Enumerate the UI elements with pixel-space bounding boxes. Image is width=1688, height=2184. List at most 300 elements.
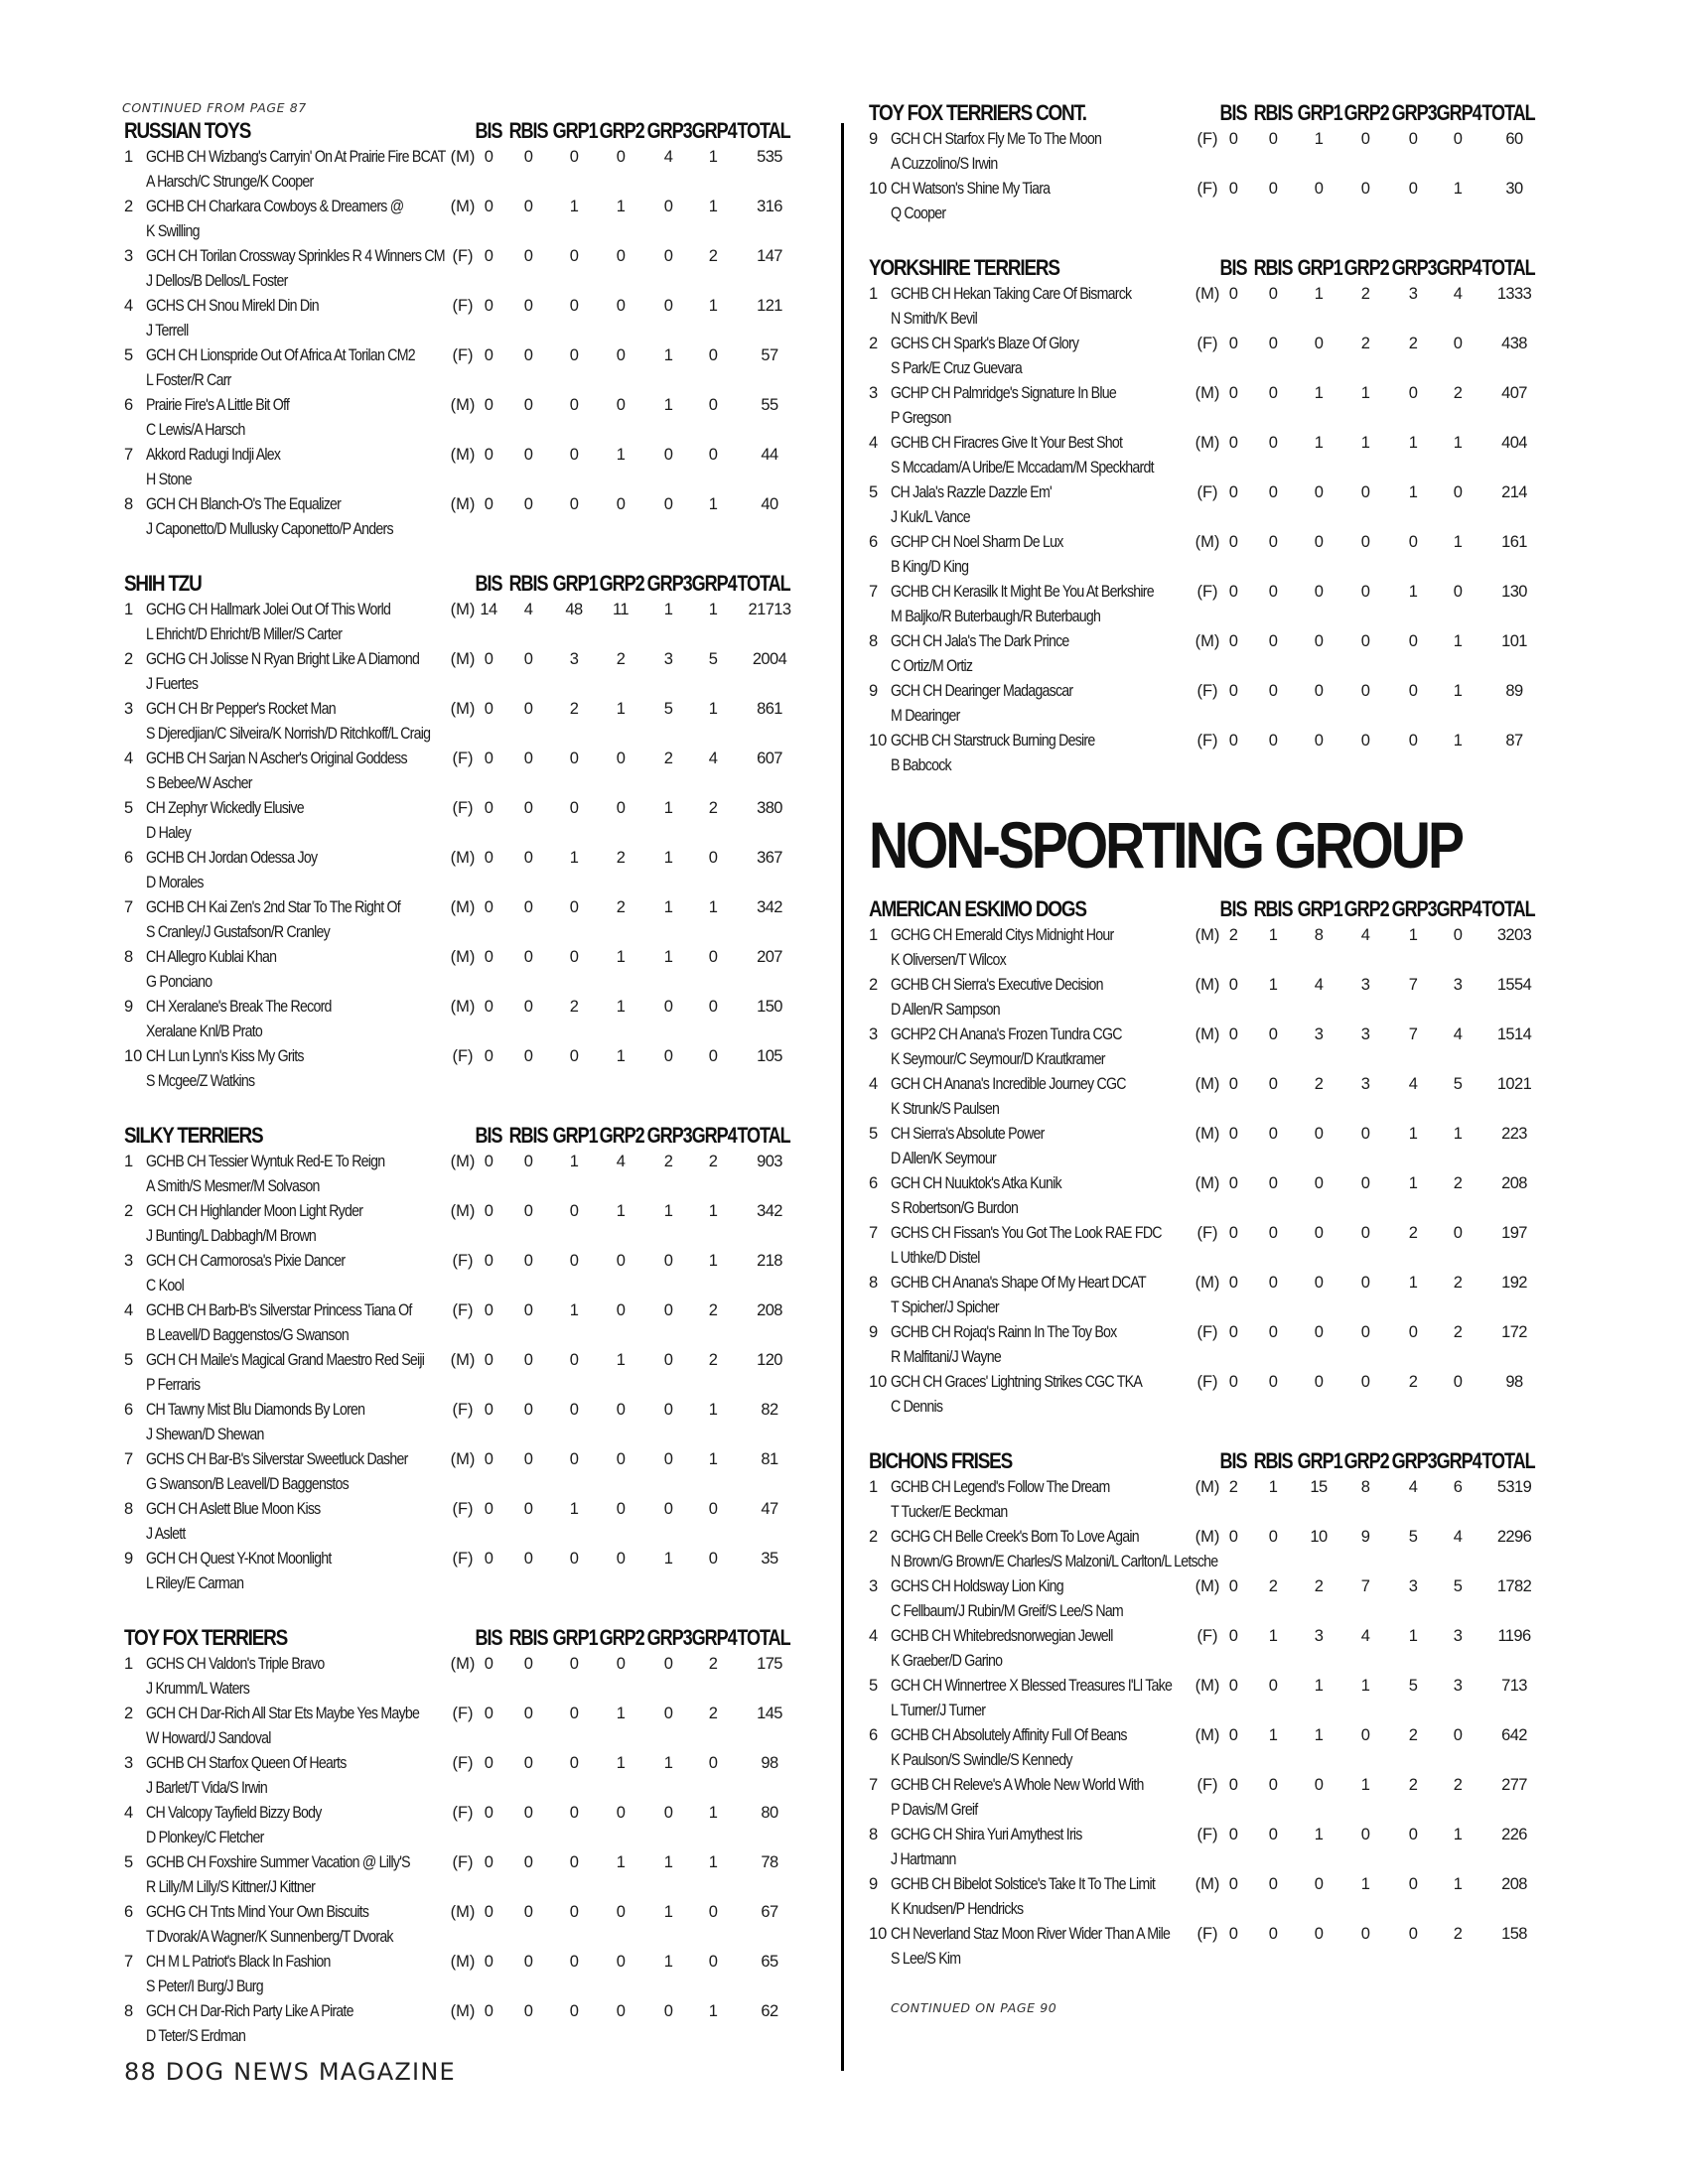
stat-grp3: 2 — [1408, 1776, 1418, 1794]
column-header-grp1: GRP1 — [552, 118, 598, 143]
stat-bis: 0 — [1228, 483, 1238, 501]
stat-grp4: 2 — [1453, 1174, 1463, 1192]
stat-grp4: 4 — [1453, 1025, 1463, 1043]
stat-grp3: 0 — [1408, 130, 1418, 148]
stat-bis: 0 — [484, 1252, 493, 1270]
sex-indicator: (F) — [452, 1401, 474, 1419]
owner-names: C Kool — [146, 1277, 184, 1295]
rank-number: 4 — [124, 750, 134, 767]
stat-grp2: 0 — [1360, 1826, 1370, 1843]
section-header — [867, 254, 1562, 282]
owner-names: S Cranley/J Gustafson/R Cranley — [146, 923, 331, 941]
ranking-row — [867, 530, 1562, 580]
rank-number: 1 — [124, 148, 134, 166]
stat-total: 40 — [761, 495, 778, 513]
stat-total: 1554 — [1496, 976, 1532, 994]
stat-rbis: 0 — [1268, 1776, 1278, 1794]
stat-grp3: 0 — [1408, 732, 1418, 750]
dog-name: GCHB CH Foxshire Summer Vacation @ Lilly'S — [146, 1853, 410, 1871]
section-header — [122, 1122, 817, 1150]
stat-grp4: 3 — [1453, 976, 1463, 994]
stat-grp3: 0 — [663, 446, 673, 464]
stat-grp3: 1 — [663, 1550, 673, 1568]
stat-grp4: 5 — [1453, 1577, 1463, 1595]
stat-grp1: 0 — [569, 1351, 579, 1369]
stat-bis: 0 — [484, 700, 493, 718]
owner-names: S Lee/S Kim — [891, 1950, 961, 1968]
stat-grp2: 1 — [616, 1351, 626, 1369]
stat-total: 121 — [757, 297, 782, 315]
stat-total: 903 — [757, 1153, 782, 1170]
dog-name: GCH CH Anana's Incredible Journey CGC — [891, 1075, 1126, 1093]
sex-indicator: (M) — [450, 1655, 476, 1673]
ranking-row — [867, 1320, 1562, 1370]
owner-names: H Stone — [146, 471, 192, 488]
stat-grp4: 1 — [708, 297, 718, 315]
stat-rbis: 0 — [523, 2002, 533, 2020]
stat-grp4: 2 — [708, 1351, 718, 1369]
sex-indicator: (M) — [1195, 1125, 1220, 1143]
stat-rbis: 0 — [523, 948, 533, 966]
stat-grp1: 0 — [569, 1450, 579, 1468]
dog-name: GCHB CH Starstruck Burning Desire — [891, 732, 1095, 750]
stat-bis: 0 — [1228, 1627, 1238, 1645]
owner-names: M Dearinger — [891, 707, 960, 725]
stat-grp1: 48 — [565, 601, 583, 618]
stat-grp1: 15 — [1310, 1478, 1328, 1496]
dog-name: GCHB CH Rojaq's Rainn In The Toy Box — [891, 1323, 1117, 1341]
stat-grp3: 7 — [1408, 976, 1418, 994]
stat-grp2: 0 — [616, 346, 626, 364]
stat-bis: 0 — [1228, 1925, 1238, 1943]
owner-names: D Teter/S Erdman — [146, 2027, 246, 2045]
stat-grp1: 0 — [1314, 632, 1324, 650]
stat-bis: 14 — [480, 601, 497, 618]
stat-bis: 0 — [484, 1853, 493, 1871]
column-header-grp4: GRP4 — [1436, 1448, 1481, 1473]
stat-total: 147 — [757, 247, 782, 265]
owner-names: K Seymour/C Seymour/D Krautkramer — [891, 1050, 1105, 1068]
stat-rbis: 0 — [523, 1953, 533, 1971]
stat-grp4: 0 — [708, 396, 718, 414]
column-header-rbis: RBIS — [1253, 100, 1293, 125]
stat-rbis: 0 — [1268, 1528, 1278, 1546]
sex-indicator: (F) — [1196, 1925, 1218, 1943]
dog-name: GCH CH Blanch-O's The Equalizer — [146, 495, 342, 513]
owner-names: C Dennis — [891, 1398, 943, 1416]
owner-names: K Graeber/D Garino — [891, 1652, 1003, 1670]
sex-indicator: (M) — [450, 601, 476, 618]
stat-bis: 0 — [484, 1202, 493, 1220]
stat-grp2: 2 — [1360, 285, 1370, 303]
stat-grp2: 0 — [616, 1655, 626, 1673]
breed-name: YORKSHIRE TERRIERS — [869, 255, 1059, 280]
ranking-row — [867, 1221, 1562, 1271]
stat-bis: 0 — [1228, 732, 1238, 750]
stat-grp4: 1 — [1453, 682, 1463, 700]
stat-grp4: 1 — [1453, 632, 1463, 650]
dog-name: GCHB CH Releve's A Whole New World With — [891, 1776, 1144, 1794]
ranking-row — [122, 1950, 817, 1999]
owner-names: G Ponciano — [146, 973, 212, 991]
stat-grp2: 0 — [616, 2002, 626, 2020]
stat-grp2: 0 — [616, 1953, 626, 1971]
rank-number: 6 — [124, 396, 134, 414]
stat-grp1: 0 — [569, 446, 579, 464]
stat-bis: 0 — [1228, 1224, 1238, 1242]
stat-grp2: 1 — [1360, 1776, 1370, 1794]
owner-names: T Tucker/E Beckman — [891, 1503, 1008, 1521]
owner-names: R Lilly/M Lilly/S Kittner/J Kittner — [146, 1878, 316, 1896]
owner-names: S Mccadam/A Uribe/E Mccadam/M Speckhardt — [891, 459, 1154, 477]
dog-name: CH Valcopy Tayfield Bizzy Body — [146, 1804, 322, 1822]
stat-grp4: 1 — [708, 2002, 718, 2020]
stat-bis: 0 — [484, 948, 493, 966]
stat-grp4: 2 — [1453, 1323, 1463, 1341]
stat-rbis: 0 — [1268, 1373, 1278, 1391]
sex-indicator: (F) — [1196, 180, 1218, 198]
ranking-row — [122, 1801, 817, 1850]
stat-grp3: 0 — [663, 198, 673, 215]
rank-number: 2 — [124, 1202, 134, 1220]
stat-grp1: 1 — [1314, 384, 1324, 402]
stat-grp2: 0 — [616, 396, 626, 414]
stat-grp1: 8 — [1314, 926, 1324, 944]
ranking-row — [867, 480, 1562, 530]
column-header-grp2: GRP2 — [1343, 100, 1389, 125]
stat-grp2: 8 — [1360, 1478, 1370, 1496]
stat-total: 5319 — [1496, 1478, 1532, 1496]
sex-indicator: (M) — [1195, 384, 1220, 402]
stat-grp1: 0 — [1314, 483, 1324, 501]
stat-grp3: 0 — [663, 1655, 673, 1673]
stat-grp1: 2 — [569, 998, 579, 1016]
dog-name: GCH CH Dar-Rich All Star Ets Maybe Yes Maybe — [146, 1705, 420, 1722]
owner-names: J Fuertes — [146, 675, 199, 693]
dog-name: GCHB CH Firacres Give It Your Best Shot — [891, 434, 1123, 452]
rank-number: 1 — [869, 926, 879, 944]
rank-number: 7 — [124, 446, 134, 464]
dog-name: CH Lun Lynn's Kiss My Grits — [146, 1047, 304, 1065]
breed-name: AMERICAN ESKIMO DOGS — [869, 896, 1086, 921]
dog-name: GCHB CH Sarjan N Ascher's Original Goddess — [146, 750, 407, 767]
ranking-row — [122, 846, 817, 895]
rank-number: 2 — [869, 1528, 879, 1546]
rank-number: 8 — [124, 1500, 134, 1518]
dog-name: GCHP2 CH Anana's Frozen Tundra CGC — [891, 1025, 1122, 1043]
dog-name: CH Zephyr Wickedly Elusive — [146, 799, 304, 817]
sex-indicator: (M) — [1195, 1025, 1220, 1043]
stat-grp1: 0 — [569, 346, 579, 364]
column-header-bis: BIS — [475, 1123, 502, 1148]
stat-grp4: 1 — [1453, 732, 1463, 750]
owner-names: J Kuk/L Vance — [891, 508, 970, 526]
stat-bis: 0 — [484, 1705, 493, 1722]
ranking-row — [867, 629, 1562, 679]
stat-grp2: 4 — [1360, 926, 1370, 944]
breed-section — [867, 254, 1562, 778]
sex-indicator: (M) — [450, 1202, 476, 1220]
stat-rbis: 1 — [1268, 1478, 1278, 1496]
stat-grp2: 0 — [616, 750, 626, 767]
stat-bis: 0 — [1228, 1577, 1238, 1595]
ranking-row — [867, 1122, 1562, 1171]
stat-bis: 2 — [1228, 926, 1238, 944]
column-header-grp3: GRP3 — [646, 118, 692, 143]
stat-bis: 0 — [1228, 285, 1238, 303]
stat-grp4: 1 — [1453, 533, 1463, 551]
owner-names: S Robertson/G Burdon — [891, 1199, 1019, 1217]
ranking-row — [867, 431, 1562, 480]
stat-grp1: 0 — [569, 1754, 579, 1772]
stat-rbis: 0 — [1268, 1925, 1278, 1943]
stat-bis: 0 — [1228, 533, 1238, 551]
ranking-row — [867, 1872, 1562, 1922]
stat-bis: 0 — [1228, 1075, 1238, 1093]
sex-indicator: (M) — [1195, 1528, 1220, 1546]
stat-rbis: 0 — [1268, 130, 1278, 148]
stat-total: 62 — [761, 2002, 778, 2020]
owner-names: D Allen/K Seymour — [891, 1150, 996, 1167]
group-title: NON-SPORTING GROUP — [869, 808, 1462, 882]
stat-grp3: 0 — [663, 1705, 673, 1722]
column-header-grp1: GRP1 — [1297, 1448, 1342, 1473]
stat-grp2: 0 — [1360, 483, 1370, 501]
dog-name: GCHB CH Sierra's Executive Decision — [891, 976, 1103, 994]
ranking-row — [867, 127, 1562, 177]
stat-total: 192 — [1501, 1274, 1527, 1292]
stat-grp1: 0 — [569, 1903, 579, 1921]
owner-names: D Haley — [146, 824, 192, 842]
stat-rbis: 4 — [523, 601, 533, 618]
ranking-row — [122, 895, 817, 945]
stat-grp1: 1 — [569, 1301, 579, 1319]
stat-rbis: 0 — [523, 1754, 533, 1772]
stat-grp2: 2 — [616, 898, 626, 916]
sex-indicator: (M) — [450, 198, 476, 215]
sex-indicator: (M) — [450, 849, 476, 867]
column-header-grp4: GRP4 — [691, 118, 737, 143]
sex-indicator: (M) — [1195, 926, 1220, 944]
stat-bis: 0 — [1228, 976, 1238, 994]
stat-total: 277 — [1501, 1776, 1527, 1794]
rank-number: 3 — [869, 1025, 879, 1043]
stat-total: 89 — [1505, 682, 1523, 700]
rank-number: 5 — [124, 799, 134, 817]
ranking-row — [122, 1447, 817, 1497]
rank-number: 7 — [124, 898, 134, 916]
stat-grp2: 1 — [616, 948, 626, 966]
stat-grp3: 0 — [1408, 1826, 1418, 1843]
rank-number: 4 — [124, 297, 134, 315]
stat-grp2: 0 — [1360, 180, 1370, 198]
stat-total: 861 — [757, 700, 782, 718]
ranking-row — [867, 580, 1562, 629]
stat-total: 150 — [757, 998, 782, 1016]
stat-grp4: 6 — [1453, 1478, 1463, 1496]
rank-number: 7 — [869, 1224, 879, 1242]
stat-grp2: 0 — [616, 1903, 626, 1921]
stat-grp3: 0 — [663, 1804, 673, 1822]
sex-indicator: (F) — [452, 297, 474, 315]
ranking-row — [122, 1652, 817, 1702]
column-header-grp4: GRP4 — [1436, 896, 1481, 921]
stat-bis: 0 — [1228, 1726, 1238, 1744]
sex-indicator: (M) — [1195, 1075, 1220, 1093]
stat-rbis: 0 — [1268, 682, 1278, 700]
rank-number: 7 — [869, 1776, 879, 1794]
stat-rbis: 0 — [1268, 434, 1278, 452]
stat-grp3: 0 — [663, 1047, 673, 1065]
stat-grp3: 3 — [663, 650, 673, 668]
stat-grp1: 0 — [569, 495, 579, 513]
rank-number: 2 — [869, 335, 879, 352]
dog-name: CH Neverland Staz Moon River Wider Than A Mile — [891, 1925, 1171, 1943]
stat-grp1: 1 — [569, 1153, 579, 1170]
stat-grp1: 0 — [1314, 180, 1324, 198]
stat-total: 1514 — [1496, 1025, 1532, 1043]
stat-grp2: 0 — [1360, 533, 1370, 551]
stat-grp3: 0 — [1408, 632, 1418, 650]
stat-grp3: 0 — [663, 1450, 673, 1468]
stat-grp2: 0 — [1360, 583, 1370, 601]
owner-names: K Swilling — [146, 222, 200, 240]
stat-total: 67 — [761, 1903, 778, 1921]
stat-grp2: 0 — [616, 1804, 626, 1822]
ranking-row — [122, 1850, 817, 1900]
dog-name: GCHB CH Kai Zen's 2nd Star To The Right Of — [146, 898, 400, 916]
stat-grp4: 1 — [708, 601, 718, 618]
ranking-row — [867, 729, 1562, 778]
column-header-total: TOTAL — [737, 1625, 790, 1650]
rank-number: 7 — [124, 1953, 134, 1971]
rank-number: 9 — [124, 1550, 134, 1568]
stat-grp4: 1 — [1453, 434, 1463, 452]
section-header — [867, 99, 1562, 127]
stat-grp2: 0 — [1360, 1274, 1370, 1292]
ranking-row — [122, 1150, 817, 1199]
stat-grp1: 0 — [1314, 1224, 1324, 1242]
column-header-total: TOTAL — [737, 118, 790, 143]
column-header-bis: BIS — [475, 571, 502, 596]
stat-grp3: 0 — [1408, 682, 1418, 700]
dog-name: CH Allegro Kublai Khan — [146, 948, 277, 966]
ranking-row — [867, 973, 1562, 1023]
dog-name: CH Tawny Mist Blu Diamonds By Loren — [146, 1401, 365, 1419]
stat-grp2: 1 — [616, 1754, 626, 1772]
stat-total: 65 — [761, 1953, 778, 1971]
ranking-row — [867, 177, 1562, 226]
stat-grp3: 0 — [663, 1351, 673, 1369]
right-sections-bottom — [867, 895, 1562, 1972]
stat-grp3: 0 — [663, 2002, 673, 2020]
sex-indicator: (M) — [450, 1351, 476, 1369]
rank-number: 8 — [124, 495, 134, 513]
section-header — [867, 895, 1562, 923]
stat-bis: 0 — [484, 1754, 493, 1772]
rank-number: 2 — [869, 976, 879, 994]
sex-indicator: (F) — [1196, 1224, 1218, 1242]
dog-name: CH Watson's Shine My Tiara — [891, 180, 1051, 198]
stat-total: 207 — [757, 948, 782, 966]
stat-grp3: 5 — [663, 700, 673, 718]
breed-section — [122, 1122, 817, 1596]
stat-grp1: 3 — [569, 650, 579, 668]
owner-names: G Swanson/B Leavell/D Baggenstos — [146, 1475, 349, 1493]
stat-total: 105 — [757, 1047, 782, 1065]
sex-indicator: (F) — [452, 1754, 474, 1772]
column-header-rbis: RBIS — [508, 1123, 548, 1148]
ranking-row — [867, 1525, 1562, 1574]
stat-grp2: 1 — [616, 998, 626, 1016]
column-header-total: TOTAL — [737, 1123, 790, 1148]
sex-indicator: (F) — [452, 1804, 474, 1822]
breed-name: TOY FOX TERRIERS CONT. — [869, 100, 1086, 125]
dog-name: GCHG CH Shira Yuri Amythest Iris — [891, 1826, 1082, 1843]
dog-name: GCH CH Carmorosa's Pixie Dancer — [146, 1252, 346, 1270]
dog-name: GCHS CH Valdon's Triple Bravo — [146, 1655, 325, 1673]
sex-indicator: (F) — [452, 1301, 474, 1319]
stat-grp2: 1 — [616, 1202, 626, 1220]
dog-name: GCHB CH Wizbang's Carryin' On At Prairie Fire BCAT — [146, 148, 446, 166]
sex-indicator: (F) — [452, 1853, 474, 1871]
owner-names: N Brown/G Brown/E Charles/S Malzoni/L Carlton/L Letsche — [891, 1553, 1218, 1570]
stat-grp1: 2 — [1314, 1577, 1324, 1595]
ranking-row — [122, 747, 817, 796]
stat-total: 404 — [1501, 434, 1527, 452]
stat-bis: 0 — [1228, 434, 1238, 452]
rank-number: 1 — [124, 1153, 134, 1170]
column-header-grp3: GRP3 — [646, 1625, 692, 1650]
column-header-grp4: GRP4 — [691, 571, 737, 596]
column-header-bis: BIS — [475, 1625, 502, 1650]
stat-grp2: 0 — [616, 1401, 626, 1419]
rank-number: 9 — [869, 682, 879, 700]
stat-grp2: 0 — [616, 1252, 626, 1270]
stat-grp3: 0 — [1408, 1875, 1418, 1893]
stat-rbis: 0 — [523, 1153, 533, 1170]
stat-rbis: 0 — [1268, 1025, 1278, 1043]
column-header-grp3: GRP3 — [1391, 896, 1437, 921]
stat-grp1: 0 — [569, 948, 579, 966]
owner-names: L Riley/E Carman — [146, 1574, 244, 1592]
dog-name: GCHB CH Whitebredsnorwegian Jewell — [891, 1627, 1113, 1645]
stat-grp2: 0 — [1360, 1373, 1370, 1391]
stat-bis: 0 — [484, 247, 493, 265]
owner-names: C Ortiz/M Ortiz — [891, 657, 973, 675]
stat-total: 316 — [757, 198, 782, 215]
stat-grp4: 2 — [1453, 1925, 1463, 1943]
stat-bis: 0 — [1228, 335, 1238, 352]
ranking-row — [122, 647, 817, 697]
stat-grp3: 1 — [1408, 1125, 1418, 1143]
rank-number: 1 — [869, 1478, 879, 1496]
sex-indicator: (M) — [1195, 434, 1220, 452]
stat-grp3: 1 — [663, 898, 673, 916]
sex-indicator: (M) — [1195, 1726, 1220, 1744]
owner-names: P Ferraris — [146, 1376, 201, 1394]
sex-indicator: (F) — [452, 1705, 474, 1722]
stat-grp1: 0 — [1314, 1875, 1324, 1893]
stat-grp4: 1 — [708, 1252, 718, 1270]
column-header-rbis: RBIS — [508, 571, 548, 596]
stat-grp1: 1 — [1314, 130, 1324, 148]
ranking-row — [867, 1624, 1562, 1674]
stat-grp4: 0 — [1453, 1726, 1463, 1744]
stat-grp4: 1 — [708, 898, 718, 916]
stat-grp4: 0 — [708, 346, 718, 364]
sex-indicator: (M) — [450, 495, 476, 513]
